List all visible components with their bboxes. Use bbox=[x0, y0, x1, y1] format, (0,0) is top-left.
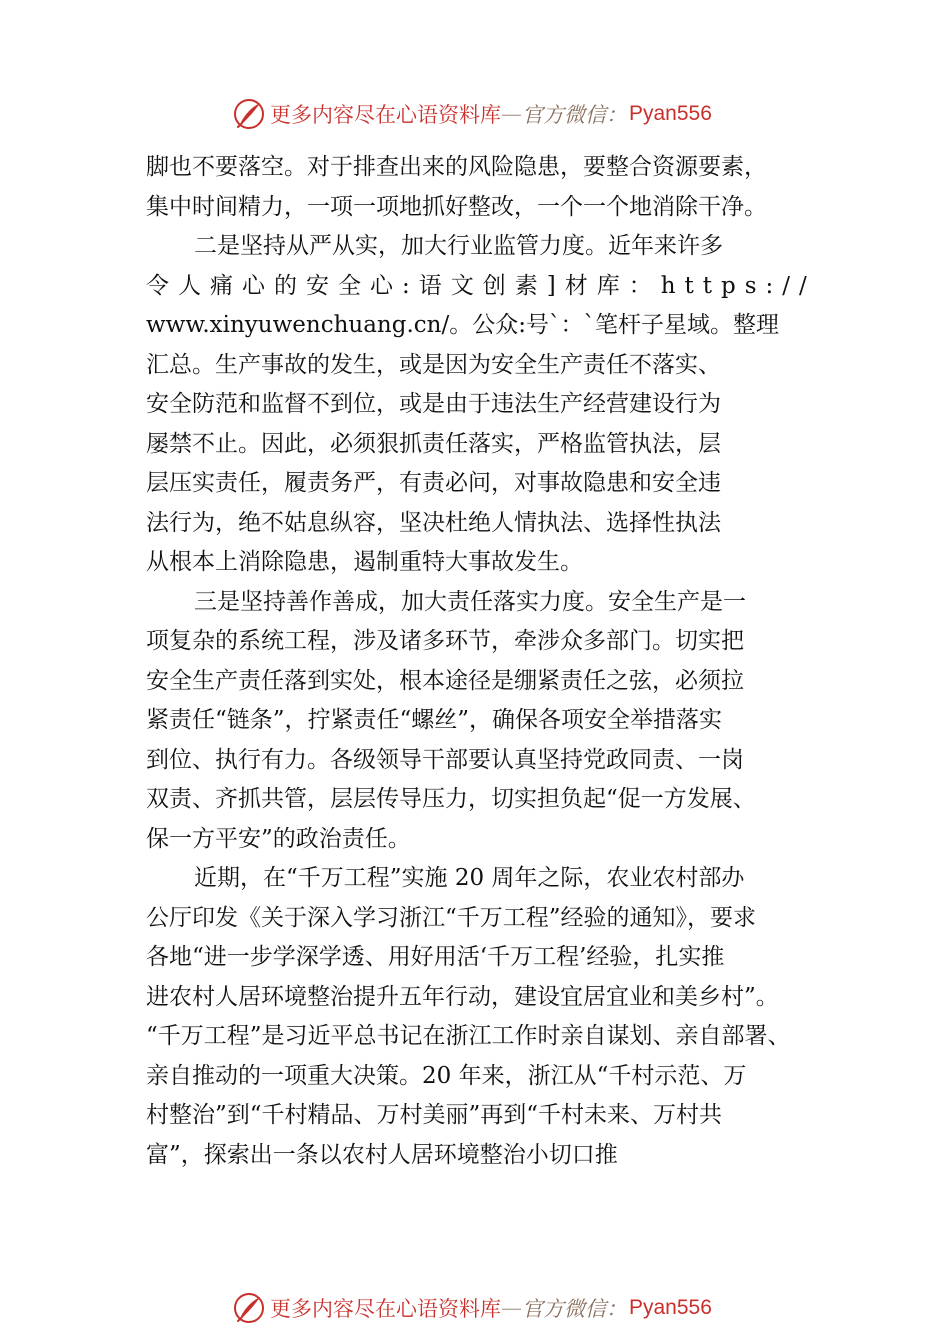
quill-logo-icon bbox=[232, 1291, 266, 1325]
body-line: 安全生产责任落到实处，根本途径是绷紧责任之弦，必须拉 bbox=[146, 667, 744, 694]
body-line: 三是坚持善作善成，加大责任落实力度。安全生产是一 bbox=[194, 588, 746, 615]
body-line: 各地“进一步学深学透、用好用活‘千万工程’经验，扎实推 bbox=[146, 944, 725, 970]
body-line: 从根本上消除隐患，遏制重特大事故发生。 bbox=[146, 549, 583, 575]
body-line: 项复杂的系统工程，涉及诸多环节，牵涉众多部门。切实把 bbox=[146, 628, 744, 654]
body-line: 到位、执行有力。各级领导干部要认真坚持党政同责、一岗 bbox=[146, 746, 744, 773]
body-line: 屡禁不止。因此，必须狠抓责任落实，严格监管执法，层 bbox=[146, 430, 721, 457]
body-line: 双责、齐抓共管，层层传导压力，切实担负起“促一方发展、 bbox=[146, 786, 756, 812]
header-brand-text: 更多内容尽在心语资料库 bbox=[270, 103, 501, 127]
header-wechat-label: 官方微信： bbox=[522, 103, 627, 127]
body-line: 公厅印发《关于深入学习浙江“千万工程”经验的通知》，要求 bbox=[146, 904, 757, 931]
document-body bbox=[146, 148, 816, 1175]
body-line: “千万工程”是习近平总书记在浙江工作时亲自谋划、亲自部署、 bbox=[146, 1023, 791, 1049]
body-line: 近期，在“千万工程”实施 20 周年之际，农业农村部办 bbox=[194, 865, 745, 891]
header-banner bbox=[232, 96, 712, 132]
quill-logo-icon bbox=[232, 97, 266, 131]
body-line: 脚也不要落空。对于排查出来的风险隐患，要整合资源要素， bbox=[146, 154, 767, 180]
body-line: 紧责任“链条”，拧紧责任“螺丝”，确保各项安全举措落实 bbox=[146, 707, 723, 733]
body-line: 令人痛心的安全心:语文创素]材库：https:// bbox=[146, 272, 816, 299]
body-line: 法行为，绝不姑息纵容，坚决杜绝人情执法、选择性执法 bbox=[146, 509, 721, 536]
footer-separator: — bbox=[501, 1296, 522, 1320]
body-line: 富”，探索出一条以农村人居环境整治小切口推 bbox=[146, 1141, 618, 1168]
body-line: 村整治”到“千村精品、万村美丽”再到“千村未来、万村共 bbox=[146, 1102, 723, 1128]
body-line: 保一方平安”的政治责任。 bbox=[146, 825, 411, 852]
body-line: 汇总。生产事故的发生，或是因为安全生产责任不落实、 bbox=[146, 351, 721, 378]
body-line: www.xinyuwenchuang.cn/。公众:号`：`笔杆子星域。整理 bbox=[146, 312, 779, 338]
footer-wechat-id: Pyan556 bbox=[629, 1296, 712, 1319]
header-wechat-id: Pyan556 bbox=[629, 102, 712, 125]
body-line: 二是坚持从严从实，加大行业监管力度。近年来许多 bbox=[194, 233, 723, 259]
body-line: 进农村人居环境整治提升五年行动，建设宜居宜业和美乡村”。 bbox=[146, 983, 779, 1010]
body-line: 安全防范和监督不到位，或是由于违法生产经营建设行为 bbox=[146, 391, 721, 417]
footer-brand-text: 更多内容尽在心语资料库 bbox=[270, 1297, 501, 1321]
body-line: 亲自推动的一项重大决策。20 年来，浙江从“千村示范、万 bbox=[146, 1062, 747, 1089]
footer-banner bbox=[232, 1290, 712, 1326]
body-line: 集中时间精力，一项一项地抓好整改，一个一个地消除干净。 bbox=[146, 193, 767, 220]
body-line: 层压实责任，履责务严，有责必问，对事故隐患和安全违 bbox=[146, 470, 721, 496]
header-separator: — bbox=[501, 102, 522, 126]
footer-wechat-label: 官方微信： bbox=[522, 1297, 627, 1321]
